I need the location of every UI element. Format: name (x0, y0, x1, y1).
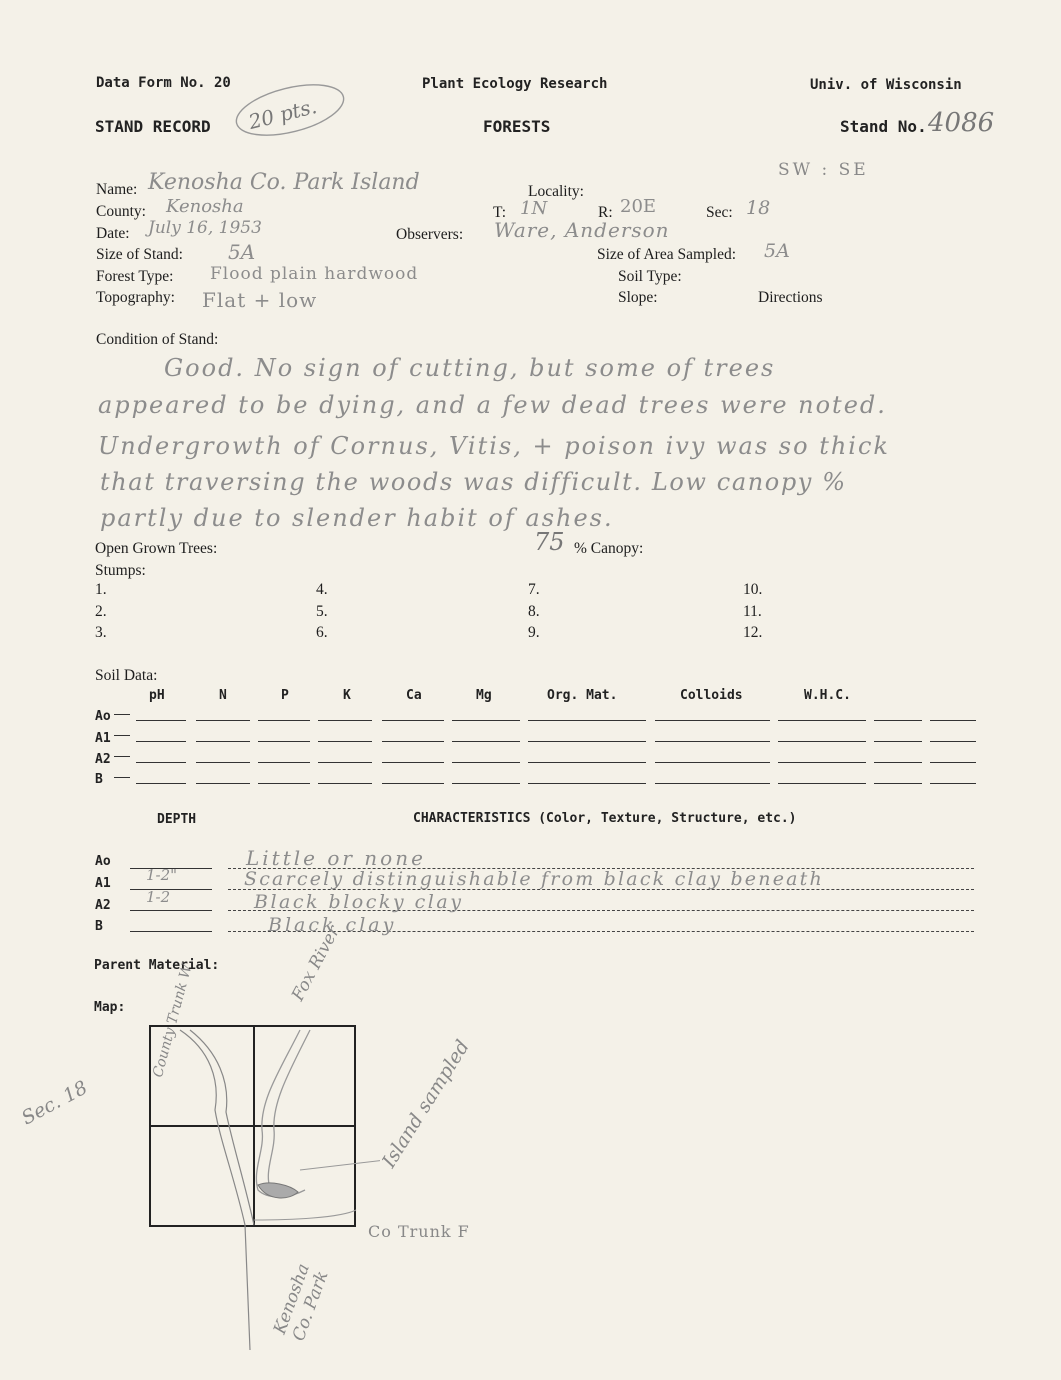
soil-grid-blank (528, 741, 646, 742)
soil-col-colloids: Colloids (680, 688, 743, 703)
size-label: Size of Stand: (96, 246, 183, 263)
condition-label: Condition of Stand: (96, 331, 219, 348)
soil-grid-blank (655, 720, 770, 721)
soil-grid-blank (528, 720, 646, 721)
canopy-label: % Canopy: (574, 540, 644, 557)
soil-grid-blank (930, 720, 976, 721)
section-label: Sec: (706, 204, 733, 221)
sw-se-note: SW : SE (778, 160, 869, 180)
soil-grid-blank (452, 741, 520, 742)
record-title: STAND RECORD (95, 117, 211, 136)
soil-type-label: Soil Type: (618, 268, 682, 285)
stump-7: 7. (528, 581, 540, 598)
soil-grid-blank (318, 720, 372, 721)
soil-grid-blank (258, 762, 310, 763)
date-label: Date: (96, 225, 130, 242)
soil-grid-blank (382, 741, 444, 742)
soil-grid-blank (452, 783, 520, 784)
soil-grid-blank (318, 762, 372, 763)
horizon-a1-depth: 1-2" (146, 866, 178, 884)
characteristics-label: CHARACTERISTICS (Color, Texture, Structure, etc.) (413, 811, 797, 826)
area-value: 5A (764, 240, 790, 262)
size-value: 5A (228, 240, 256, 264)
date-value: July 16, 1953 (148, 218, 262, 238)
horizon-b-desc: Black clay (268, 914, 397, 936)
soil-grid-blank (258, 741, 310, 742)
soil-grid-blank (196, 783, 250, 784)
observers-value: Ware, Anderson (494, 218, 670, 242)
depth-label: DEPTH (157, 812, 197, 827)
soil-grid-blank (528, 783, 646, 784)
area-label: Size of Area Sampled: (597, 246, 737, 263)
soil-col-ca: Ca (406, 688, 422, 703)
soil-grid-blank (930, 762, 976, 763)
horizon-ao-desc: Little or none (246, 846, 426, 870)
horizon-b-label: B (95, 919, 103, 934)
soil-data-label: Soil Data: (95, 667, 158, 684)
soil-grid-lead (114, 735, 130, 736)
county-label: County: (96, 203, 146, 220)
soil-grid-blank (196, 720, 250, 721)
soil-grid-blank (778, 741, 866, 742)
form-type: FORESTS (483, 117, 551, 136)
range-value: 20E (620, 196, 657, 217)
soil-col-mg: Mg (476, 688, 492, 703)
soil-grid-blank (778, 762, 866, 763)
soil-grid-blank (318, 783, 372, 784)
form-number: Data Form No. 20 (96, 75, 231, 91)
soil-grid-blank (318, 741, 372, 742)
soil-grid-blank (655, 741, 770, 742)
horizon-a2-desc: Black blocky clay (254, 891, 464, 913)
soil-grid-blank (196, 741, 250, 742)
soil-grid-blank (655, 783, 770, 784)
soil-grid-blank (874, 741, 922, 742)
map-kenosha-park: Kenosha Co. Park (270, 1261, 333, 1344)
horizon-a1-desc: Scarcely distinguishable from black clay beneath (244, 868, 824, 890)
soil-grid-blank (452, 762, 520, 763)
condition-line-5: partly due to slender habit of ashes. (100, 504, 614, 532)
county-value: Kenosha (166, 196, 244, 217)
map-fox-river: Fox River (288, 922, 345, 1005)
soil-grid-lead (114, 756, 130, 757)
horizon-a2-label: A2 (95, 898, 111, 913)
soil-grid-lead (114, 714, 130, 715)
soil-grid-blank (258, 720, 310, 721)
horizon-a1-label: A1 (95, 876, 111, 891)
condition-line-1: Good. No sign of cutting, but some of trees (164, 354, 776, 382)
map-county-trunk-w: County Trunk W (150, 962, 196, 1080)
soil-grid-blank (382, 783, 444, 784)
org-name: Plant Ecology Research (422, 76, 608, 92)
soil-row-b: B (95, 772, 103, 787)
soil-grid-blank (528, 762, 646, 763)
soil-col-k: K (343, 688, 351, 703)
soil-grid-blank (382, 762, 444, 763)
soil-row-a2: A2 (95, 752, 111, 767)
condition-line-3: Undergrowth of Cornus, Vitis, + poison ivy was so thick (98, 432, 890, 460)
stump-3: 3. (95, 624, 107, 641)
stumps-label: Stumps: (95, 562, 146, 579)
soil-grid-blank (136, 720, 186, 721)
canopy-value: 75 (534, 528, 565, 556)
points-oval (232, 78, 352, 144)
points-note: 20 pts. (246, 93, 320, 135)
stump-10: 10. (743, 581, 763, 598)
condition-line-4: that traversing the woods was difficult. Low canopy % (100, 468, 847, 496)
map-sec18: Sec. 18 (18, 1076, 92, 1130)
horizon-a2-depth: 1-2 (146, 888, 171, 906)
forest-type-label: Forest Type: (96, 268, 174, 285)
soil-grid-blank (778, 720, 866, 721)
soil-row-a1: A1 (95, 731, 111, 746)
soil-grid-blank (874, 783, 922, 784)
map-label: Map: (94, 1000, 126, 1015)
stump-11: 11. (743, 603, 762, 620)
soil-grid-blank (136, 741, 186, 742)
soil-grid-lead (114, 777, 130, 778)
stand-no-value: 4086 (928, 108, 995, 138)
stump-8: 8. (528, 603, 540, 620)
soil-col-ph: pH (149, 688, 165, 703)
soil-grid-blank (778, 783, 866, 784)
forest-type-value: Flood plain hardwood (210, 264, 419, 284)
soil-grid-blank (136, 783, 186, 784)
township-value: 1N (520, 198, 548, 219)
soil-grid-blank (382, 720, 444, 721)
map-island-sampled: Island sampled (378, 1036, 474, 1172)
soil-grid-blank (930, 741, 976, 742)
soil-grid-blank (196, 762, 250, 763)
soil-grid-blank (930, 783, 976, 784)
map-co-trunk-f: Co Trunk F (368, 1222, 470, 1241)
stump-1: 1. (95, 581, 107, 598)
parent-material-label: Parent Material: (94, 958, 220, 973)
soil-grid-blank (874, 720, 922, 721)
stand-no-label: Stand No. (840, 117, 927, 136)
soil-grid-blank (136, 762, 186, 763)
soil-col-whc: W.H.C. (804, 688, 851, 703)
open-grown-label: Open Grown Trees: (95, 540, 218, 557)
locality-label: Locality: (528, 183, 584, 200)
stump-5: 5. (316, 603, 328, 620)
soil-col-p: P (281, 688, 289, 703)
soil-grid-blank (655, 762, 770, 763)
range-label: R: (598, 204, 613, 221)
soil-col-org-mat: Org. Mat. (547, 688, 618, 703)
slope-label: Slope: (618, 289, 658, 306)
stump-9: 9. (528, 624, 540, 641)
soil-row-ao: Ao (95, 709, 111, 724)
directions-label: Directions (758, 289, 823, 306)
stump-4: 4. (316, 581, 328, 598)
soil-col-n: N (219, 688, 227, 703)
soil-grid-blank (874, 762, 922, 763)
name-label: Name: (96, 181, 138, 198)
name-value: Kenosha Co. Park Island (148, 170, 420, 195)
soil-grid-blank (258, 783, 310, 784)
stump-2: 2. (95, 603, 107, 620)
condition-line-2: appeared to be dying, and a few dead trees were noted. (98, 391, 887, 419)
township-label: T: (493, 204, 507, 221)
soil-grid-blank (452, 720, 520, 721)
horizon-ao-label: Ao (95, 854, 111, 869)
university: Univ. of Wisconsin (810, 77, 962, 93)
topography-label: Topography: (96, 289, 175, 306)
stump-12: 12. (743, 624, 763, 641)
topography-value: Flat + low (202, 288, 318, 312)
observers-label: Observers: (396, 226, 464, 243)
stump-6: 6. (316, 624, 328, 641)
section-value: 18 (746, 197, 771, 219)
sketch-map (140, 1020, 380, 1360)
